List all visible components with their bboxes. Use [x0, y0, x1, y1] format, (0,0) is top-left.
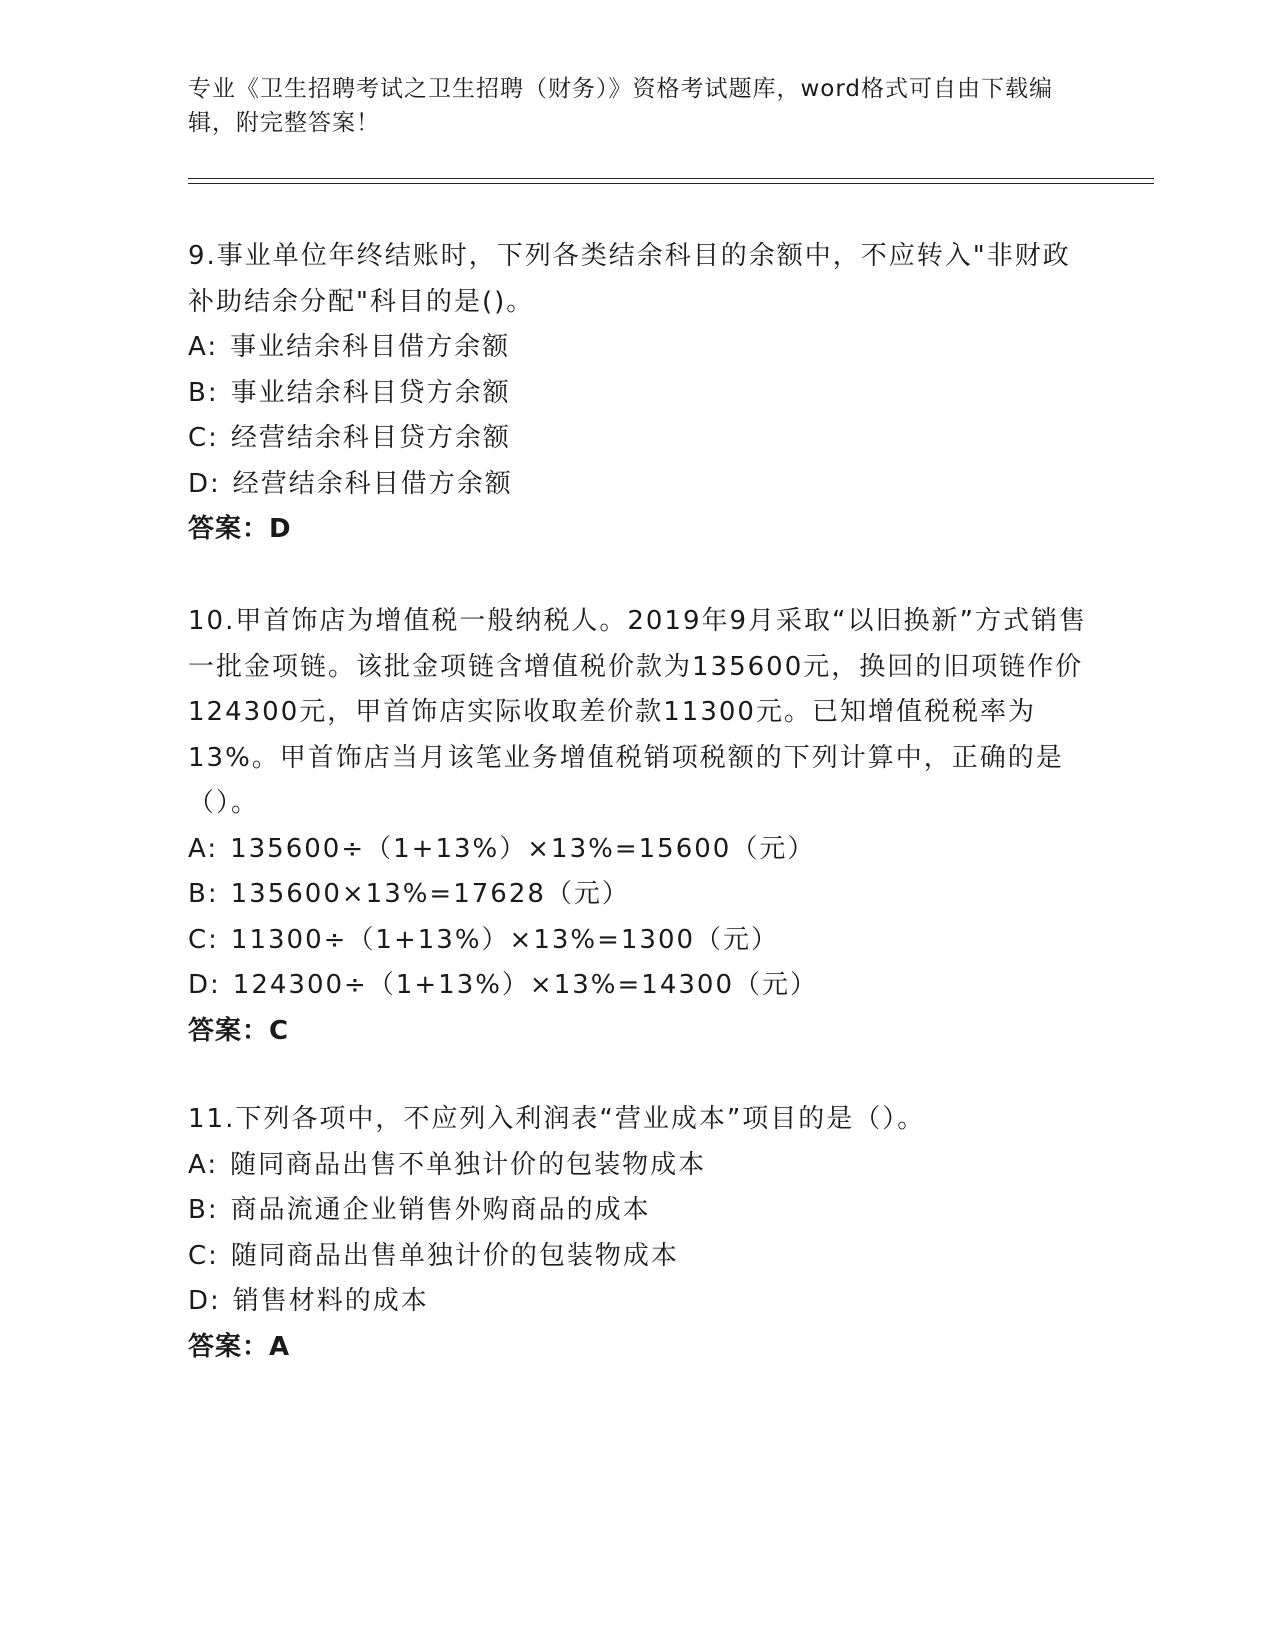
option-key: D:: [188, 1286, 221, 1316]
header-intro-text: 专业《卫生招聘考试之卫生招聘（财务）》资格考试题库，word格式可自由下载编辑，附完整答案！: [188, 76, 1054, 136]
option-text: 销售材料的成本: [232, 1286, 429, 1316]
option-key: B:: [188, 879, 219, 909]
option-a: [188, 325, 1088, 371]
option-b: [188, 371, 1088, 417]
question-10: [188, 599, 1088, 1054]
option-text: 商品流通企业销售外购商品的成本: [230, 1195, 651, 1225]
option-key: C:: [188, 1240, 219, 1271]
option-text: 随同商品出售不单独计价的包装物成本: [230, 1149, 707, 1180]
option-b: [188, 1188, 1088, 1234]
option-text: 124300÷（1+13%）×13%=14300（元）: [232, 970, 819, 1000]
answer-line: 答案：C: [188, 1015, 290, 1046]
option-key: D:: [188, 468, 221, 499]
answer-line: 答案：A: [188, 1331, 291, 1362]
option-text: 经营结余科目借方余额: [232, 468, 513, 499]
header-divider-bottom: [188, 183, 1154, 184]
question-stem: 11.下列各项中，不应列入利润表“营业成本”项目的是（）。: [188, 1104, 926, 1134]
option-c: [188, 416, 1088, 462]
option-key: D:: [188, 970, 221, 1000]
question-stem: 9.事业单位年终结账时，下列各类结余科目的余额中，不应转入"非财政补助结余分配"科目的是()。: [188, 241, 1071, 317]
option-key: C:: [188, 423, 219, 453]
question-11: [188, 1097, 1088, 1370]
option-key: A:: [188, 332, 219, 362]
option-a: [188, 827, 1088, 873]
question-stem: 10.甲首饰店为增值税一般纳税人。2019年9月采取“以旧换新”方式销售一批金项链。该批金项链含增值税价款为135600元，换回的旧项链作价124300元，甲首饰店实际收取差价款11300元。已知增值税税率为13%。甲首饰店当月该笔业务增值税销项税额的下列计算中，正确的是（）。: [188, 606, 1087, 818]
option-text: 135600×13%=17628（元）: [230, 879, 630, 909]
header-divider-top: [188, 178, 1154, 179]
option-text: 11300÷（1+13%）×13%=1300（元）: [230, 924, 780, 955]
option-a: [188, 1143, 1088, 1189]
option-b: [188, 872, 1088, 918]
option-key: B:: [188, 377, 219, 408]
option-text: 事业结余科目借方余额: [230, 332, 511, 362]
option-key: B:: [188, 1195, 219, 1225]
option-c: [188, 1234, 1088, 1280]
option-key: A:: [188, 833, 219, 864]
option-text: 随同商品出售单独计价的包装物成本: [230, 1240, 679, 1271]
option-text: 经营结余科目贷方余额: [230, 423, 511, 453]
question-9: [188, 234, 1088, 553]
option-text: 135600÷（1+13%）×13%=15600（元）: [230, 833, 816, 864]
option-key: A:: [188, 1149, 219, 1180]
option-key: C:: [188, 924, 219, 955]
answer-line: 答案：D: [188, 514, 292, 544]
option-c: [188, 918, 1088, 964]
document-header: [188, 72, 1088, 140]
option-d: [188, 1279, 1088, 1325]
option-d: [188, 963, 1088, 1009]
option-d: [188, 462, 1088, 508]
option-text: 事业结余科目贷方余额: [230, 377, 511, 408]
